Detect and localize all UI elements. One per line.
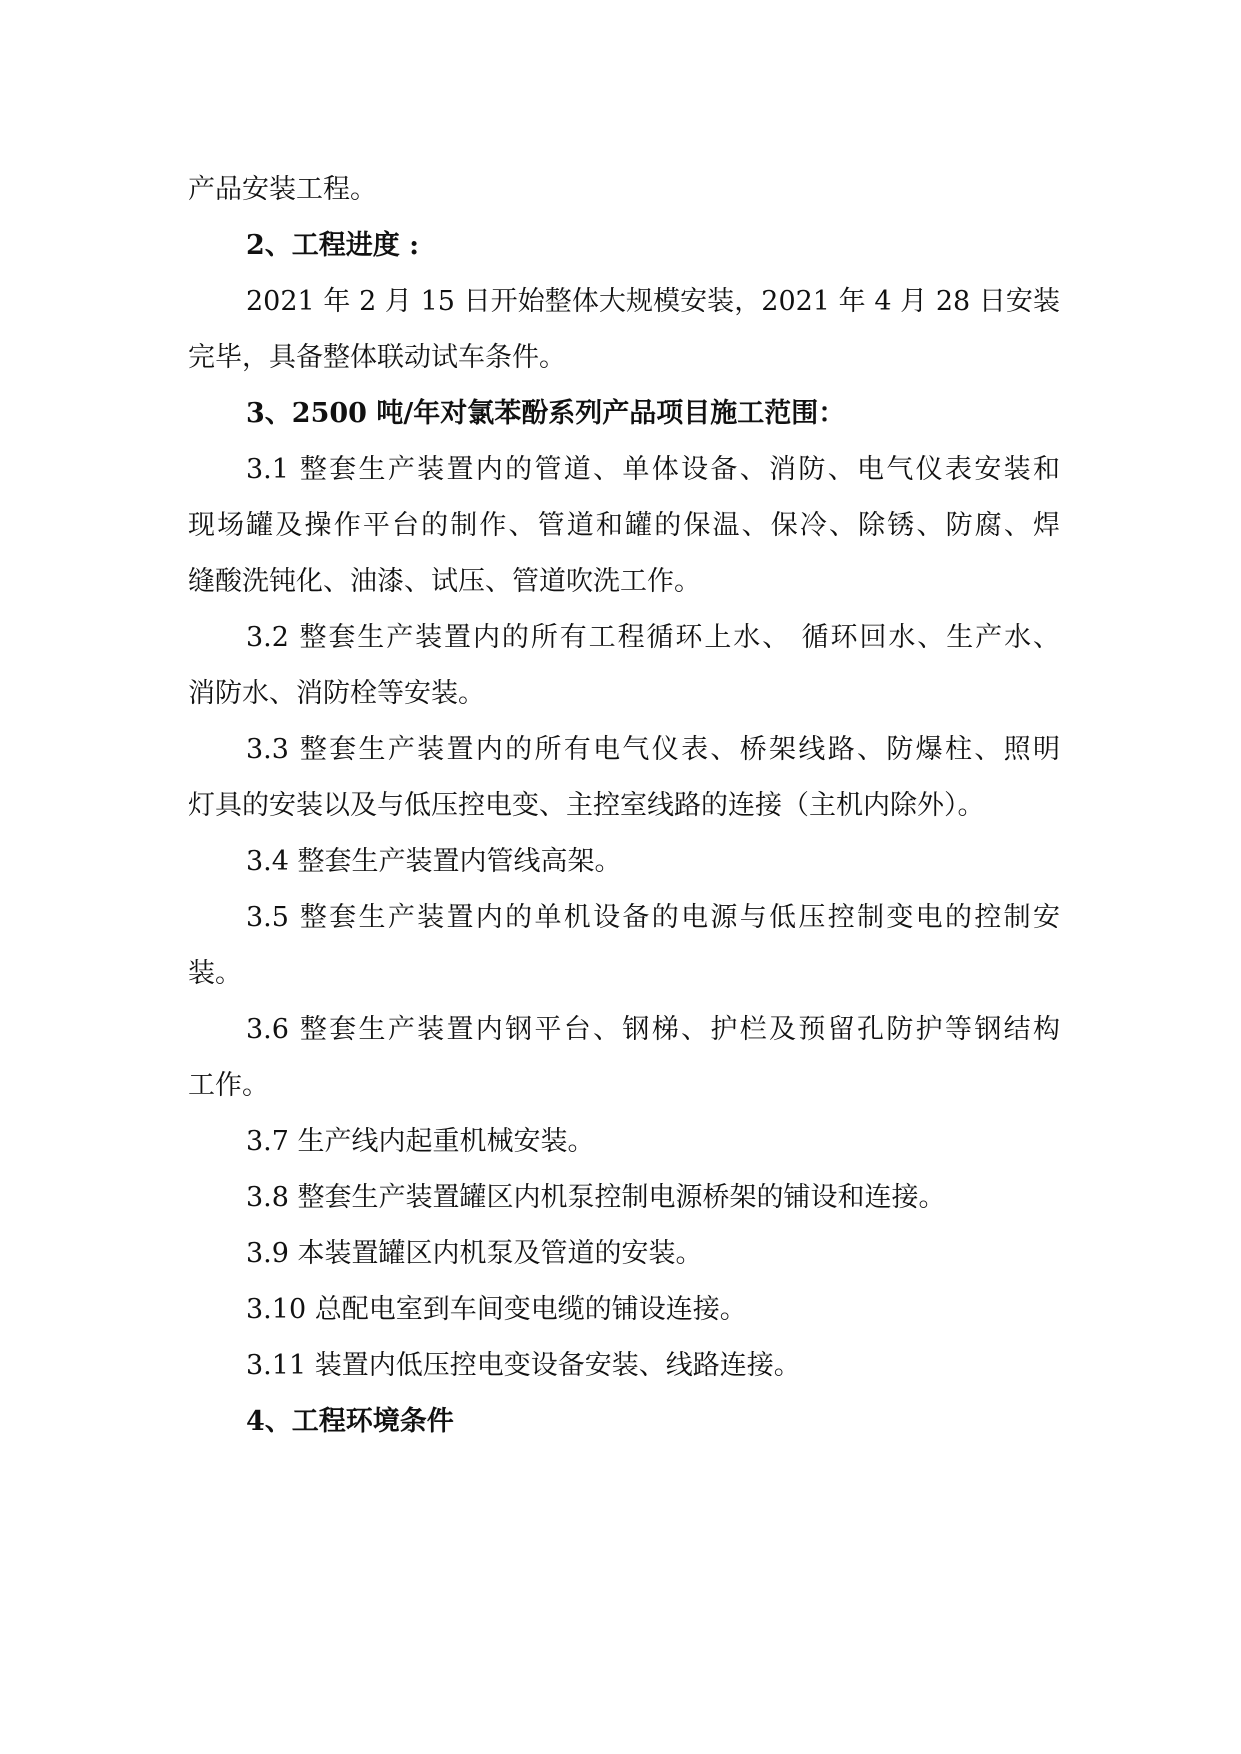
scope-item-3-1-line-2: 现场罐及操作平台的制作、管道和罐的保温、保冷、除锈、防腐、焊: [188, 510, 1060, 541]
section-heading-environment: 4、工程环境条件: [246, 1406, 454, 1437]
scope-item-3-11: 3.11 装置内低压控电变设备安装、线路连接。: [246, 1350, 801, 1381]
scope-item-3-1-line-3: 缝酸洗钝化、油漆、试压、管道吹洗工作。: [188, 566, 701, 597]
scope-item-3-8: 3.8 整套生产装置罐区内机泵控制电源桥架的铺设和连接。: [246, 1182, 946, 1213]
scope-item-3-3-line-2: 灯具的安装以及与低压控电变、主控室线路的连接（主机内除外）。: [188, 790, 985, 821]
scope-item-3-6-line-2: 工作。: [188, 1070, 269, 1101]
text-line-continuation: 产品安装工程。: [188, 174, 377, 205]
schedule-paragraph-line-1: 2021 年 2 月 15 日开始整体大规模安装，2021 年 4 月 28 日安装: [246, 286, 1060, 317]
section-heading-schedule: 2、工程进度 :: [246, 230, 420, 261]
section-heading-scope: 3、2500 吨/年对氯苯酚系列产品项目施工范围：: [246, 398, 846, 429]
scope-item-3-4: 3.4 整套生产装置内管线高架。: [246, 846, 622, 877]
scope-item-3-9: 3.9 本装置罐区内机泵及管道的安装。: [246, 1238, 703, 1269]
scope-item-3-5-line-2: 装。: [188, 958, 242, 989]
scope-item-3-10: 3.10 总配电室到车间变电缆的铺设连接。: [246, 1294, 747, 1325]
scope-item-3-3-line-1: 3.3 整套生产装置内的所有电气仪表、桥架线路、防爆柱、照明: [246, 734, 1060, 765]
scope-item-3-5-line-1: 3.5 整套生产装置内的单机设备的电源与低压控制变电的控制安: [246, 902, 1060, 933]
schedule-paragraph-line-2: 完毕，具备整体联动试车条件。: [188, 342, 566, 373]
scope-item-3-6-line-1: 3.6 整套生产装置内钢平台、钢梯、护栏及预留孔防护等钢结构: [246, 1014, 1060, 1045]
scope-item-3-2-line-2: 消防水、消防栓等安装。: [188, 678, 485, 709]
scope-item-3-2-line-1: 3.2 整套生产装置内的所有工程循环上水、 循环回水、生产水、: [246, 622, 1060, 653]
scope-item-3-1-line-1: 3.1 整套生产装置内的管道、单体设备、消防、电气仪表安装和: [246, 454, 1060, 485]
scope-item-3-7: 3.7 生产线内起重机械安装。: [246, 1126, 595, 1157]
